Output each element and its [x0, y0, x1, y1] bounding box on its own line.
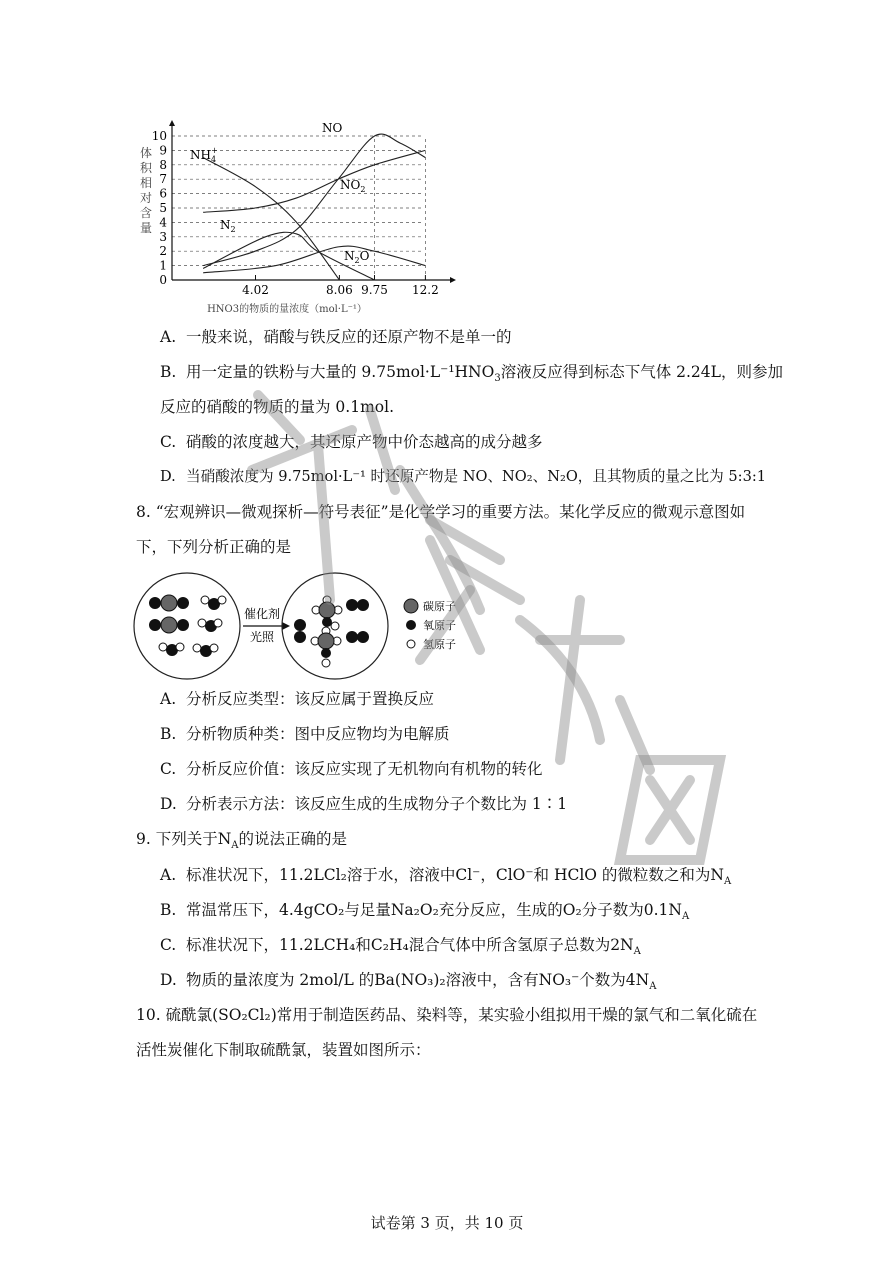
series-line-no2 [203, 150, 425, 212]
option-text: 用一定量的铁粉与大量的 9.75mol·L⁻¹HNO [186, 363, 495, 381]
series-line-no [203, 134, 425, 266]
q7-option-b-line2: 反应的硝酸的物质的量为 0.1mol. [160, 398, 394, 416]
y-axis-arrow [169, 120, 175, 126]
y-tick-label: 9 [159, 143, 167, 158]
q7-option-a [160, 327, 512, 347]
y-tick-label: 8 [159, 157, 167, 172]
y-tick-label: 10 [151, 129, 167, 143]
option-text-cont: 溶液反应得到标态下气体 2.24L，则参加 [500, 363, 783, 381]
y-tick-label: 5 [159, 201, 167, 215]
option-text: 标准状况下，11.2LCH₄和C₂H₄混合气体中所含氢原子总数为2N [186, 936, 634, 954]
option-text: 分析反应类型：该反应属于置换反应 [186, 690, 435, 708]
option-letter: C. [160, 433, 177, 451]
q7-option-b [160, 362, 783, 389]
h2o-molecule [193, 644, 218, 657]
q9-option-b [160, 900, 689, 927]
subscript: A [649, 981, 657, 993]
q8-option-b [160, 724, 450, 744]
series-label-nh4: $NH_4+$ [190, 146, 218, 164]
x-tick-label: 8.06 [326, 283, 353, 297]
q8-option-d [160, 794, 567, 814]
option-text: 分析反应价值：该反应实现了无机物向有机物的转化 [186, 760, 543, 778]
legend-oxygen-marker [406, 620, 416, 630]
arrow-label-light: 光照 [250, 630, 275, 644]
y-axis-label-char: 量 [139, 221, 153, 235]
subscript: A [231, 840, 239, 852]
option-text: 硝酸的浓度越大，其还原产物中价态越高的成分越多 [186, 433, 543, 451]
option-letter: D. [160, 468, 176, 485]
legend-oxygen-label: 氧原子 [423, 619, 456, 632]
option-text: 标准状况下，11.2LCl₂溶于水，溶液中Cl⁻，ClO⁻和 HClO 的微粒数之和为N [186, 866, 724, 884]
option-letter: B. [160, 725, 177, 743]
option-text: 当硝酸浓度为 9.75mol·L⁻¹ 时还原产物是 NO、NO₂、N₂O，且其物质的量之比为 5:3:1 [186, 468, 767, 485]
q9-option-a [160, 865, 731, 892]
option-text: 一般来说，硝酸与铁反应的还原产物不是单一的 [186, 328, 512, 346]
legend-hydrogen-label: 氢原子 [423, 638, 456, 651]
q7-option-d [160, 467, 766, 487]
option-letter: D. [160, 971, 177, 989]
chart-axes [169, 120, 456, 283]
y-axis-label-char: 体 [139, 146, 153, 160]
stem-text: 9. 下列关于N [136, 830, 232, 848]
q8-stem-line1: 8. “宏观辨识—微观探析—符号表征”是化学学习的重要方法。某化学反应的微观示意图如 [136, 503, 746, 521]
legend-hydrogen-marker [407, 640, 415, 648]
arrow-head [282, 622, 290, 630]
arrow-label-catalyst: 催化剂 [244, 607, 281, 621]
y-tick-label: 2 [159, 244, 167, 259]
option-letter: B. [160, 363, 177, 381]
chart-series [203, 134, 425, 280]
y-tick-label: 4 [159, 215, 167, 230]
x-tick-label: 4.02 [242, 283, 269, 297]
o2-molecule [346, 631, 369, 643]
subscript: A [681, 911, 690, 923]
y-axis-label-char: 相 [139, 176, 153, 190]
y-tick-label: 6 [159, 186, 167, 201]
q9-option-d [160, 970, 656, 997]
y-axis-label-char: 含 [139, 206, 153, 220]
q8-option-a [160, 689, 434, 709]
y-tick-label: 0 [159, 273, 167, 287]
subscript: A [724, 876, 732, 888]
y-axis-label-char: 积 [139, 161, 153, 175]
y-tick-label: 7 [159, 172, 167, 187]
option-letter: A. [160, 328, 177, 346]
h2o-molecule [159, 643, 184, 656]
q9-option-c [160, 935, 641, 962]
x-axis-arrow [450, 277, 456, 283]
co2-molecule [149, 617, 189, 633]
y-axis-label-char: 对 [139, 191, 153, 205]
x-tick-label: 12.2 [412, 283, 439, 297]
h2o-molecule [198, 619, 222, 632]
q9-stem [136, 829, 347, 856]
option-text: 分析物质种类：图中反应物均为电解质 [186, 725, 450, 743]
o2-molecule [294, 619, 306, 643]
option-text: 物质的量浓度为 2mol/L 的Ba(NO₃)₂溶液中，含有NO₃⁻个数为4N [186, 971, 650, 989]
option-letter: C. [160, 760, 177, 778]
option-text: 常温常压下，4.4gCO₂与足量Na₂O₂充分反应，生成的O₂分子数为0.1N [186, 901, 682, 919]
series-label-no2: $NO_2$ [340, 178, 366, 194]
series-label-n2: $N_2$ [220, 218, 236, 234]
option-text: 分析表示方法：该反应生成的生成物分子个数比为 1∶1 [186, 795, 568, 813]
option-letter: C. [160, 936, 177, 954]
subscript: 3 [494, 373, 501, 385]
legend-carbon-marker [404, 599, 418, 613]
hno3-reduction-chart [130, 115, 460, 320]
o2-molecule [346, 599, 369, 611]
option-letter: A. [160, 866, 177, 884]
legend-carbon-label: 碳原子 [423, 600, 456, 613]
q8-stem-line2: 下，下列分析正确的是 [136, 538, 292, 556]
option-letter: A. [160, 690, 177, 708]
option-letter: D. [160, 795, 177, 813]
option-letter: B. [160, 901, 177, 919]
y-tick-label: 3 [159, 229, 167, 244]
h2o-molecule [201, 596, 226, 610]
series-label-n2o: $N_2O$ [344, 249, 370, 265]
x-axis-label: HNO3的物质的量浓度（mol·L⁻¹） [207, 304, 367, 315]
q10-stem-line1: 10. 硫酰氯(SO₂Cl₂)常用于制造医药品、染料等，某实验小组拟用干燥的氯气和二氧化硫在 [136, 1006, 758, 1024]
q8-option-c [160, 759, 543, 779]
legend [404, 599, 456, 651]
page-footer: 试卷第 3 页，共 10 页 [370, 1214, 524, 1232]
methanol-molecule [312, 596, 342, 630]
x-tick-label: 9.75 [361, 283, 388, 297]
reaction-micro-diagram [130, 570, 490, 685]
series-label-no: NO [322, 121, 343, 135]
q7-option-c [160, 432, 543, 452]
methanol-molecule [311, 627, 341, 667]
co2-molecule [149, 595, 189, 611]
subscript: A [633, 946, 641, 958]
y-tick-label: 1 [159, 258, 167, 273]
q10-stem-line2: 活性炭催化下制取硫酰氯，装置如图所示： [136, 1041, 431, 1059]
stem-text-tail: 的说法正确的是 [238, 830, 348, 848]
